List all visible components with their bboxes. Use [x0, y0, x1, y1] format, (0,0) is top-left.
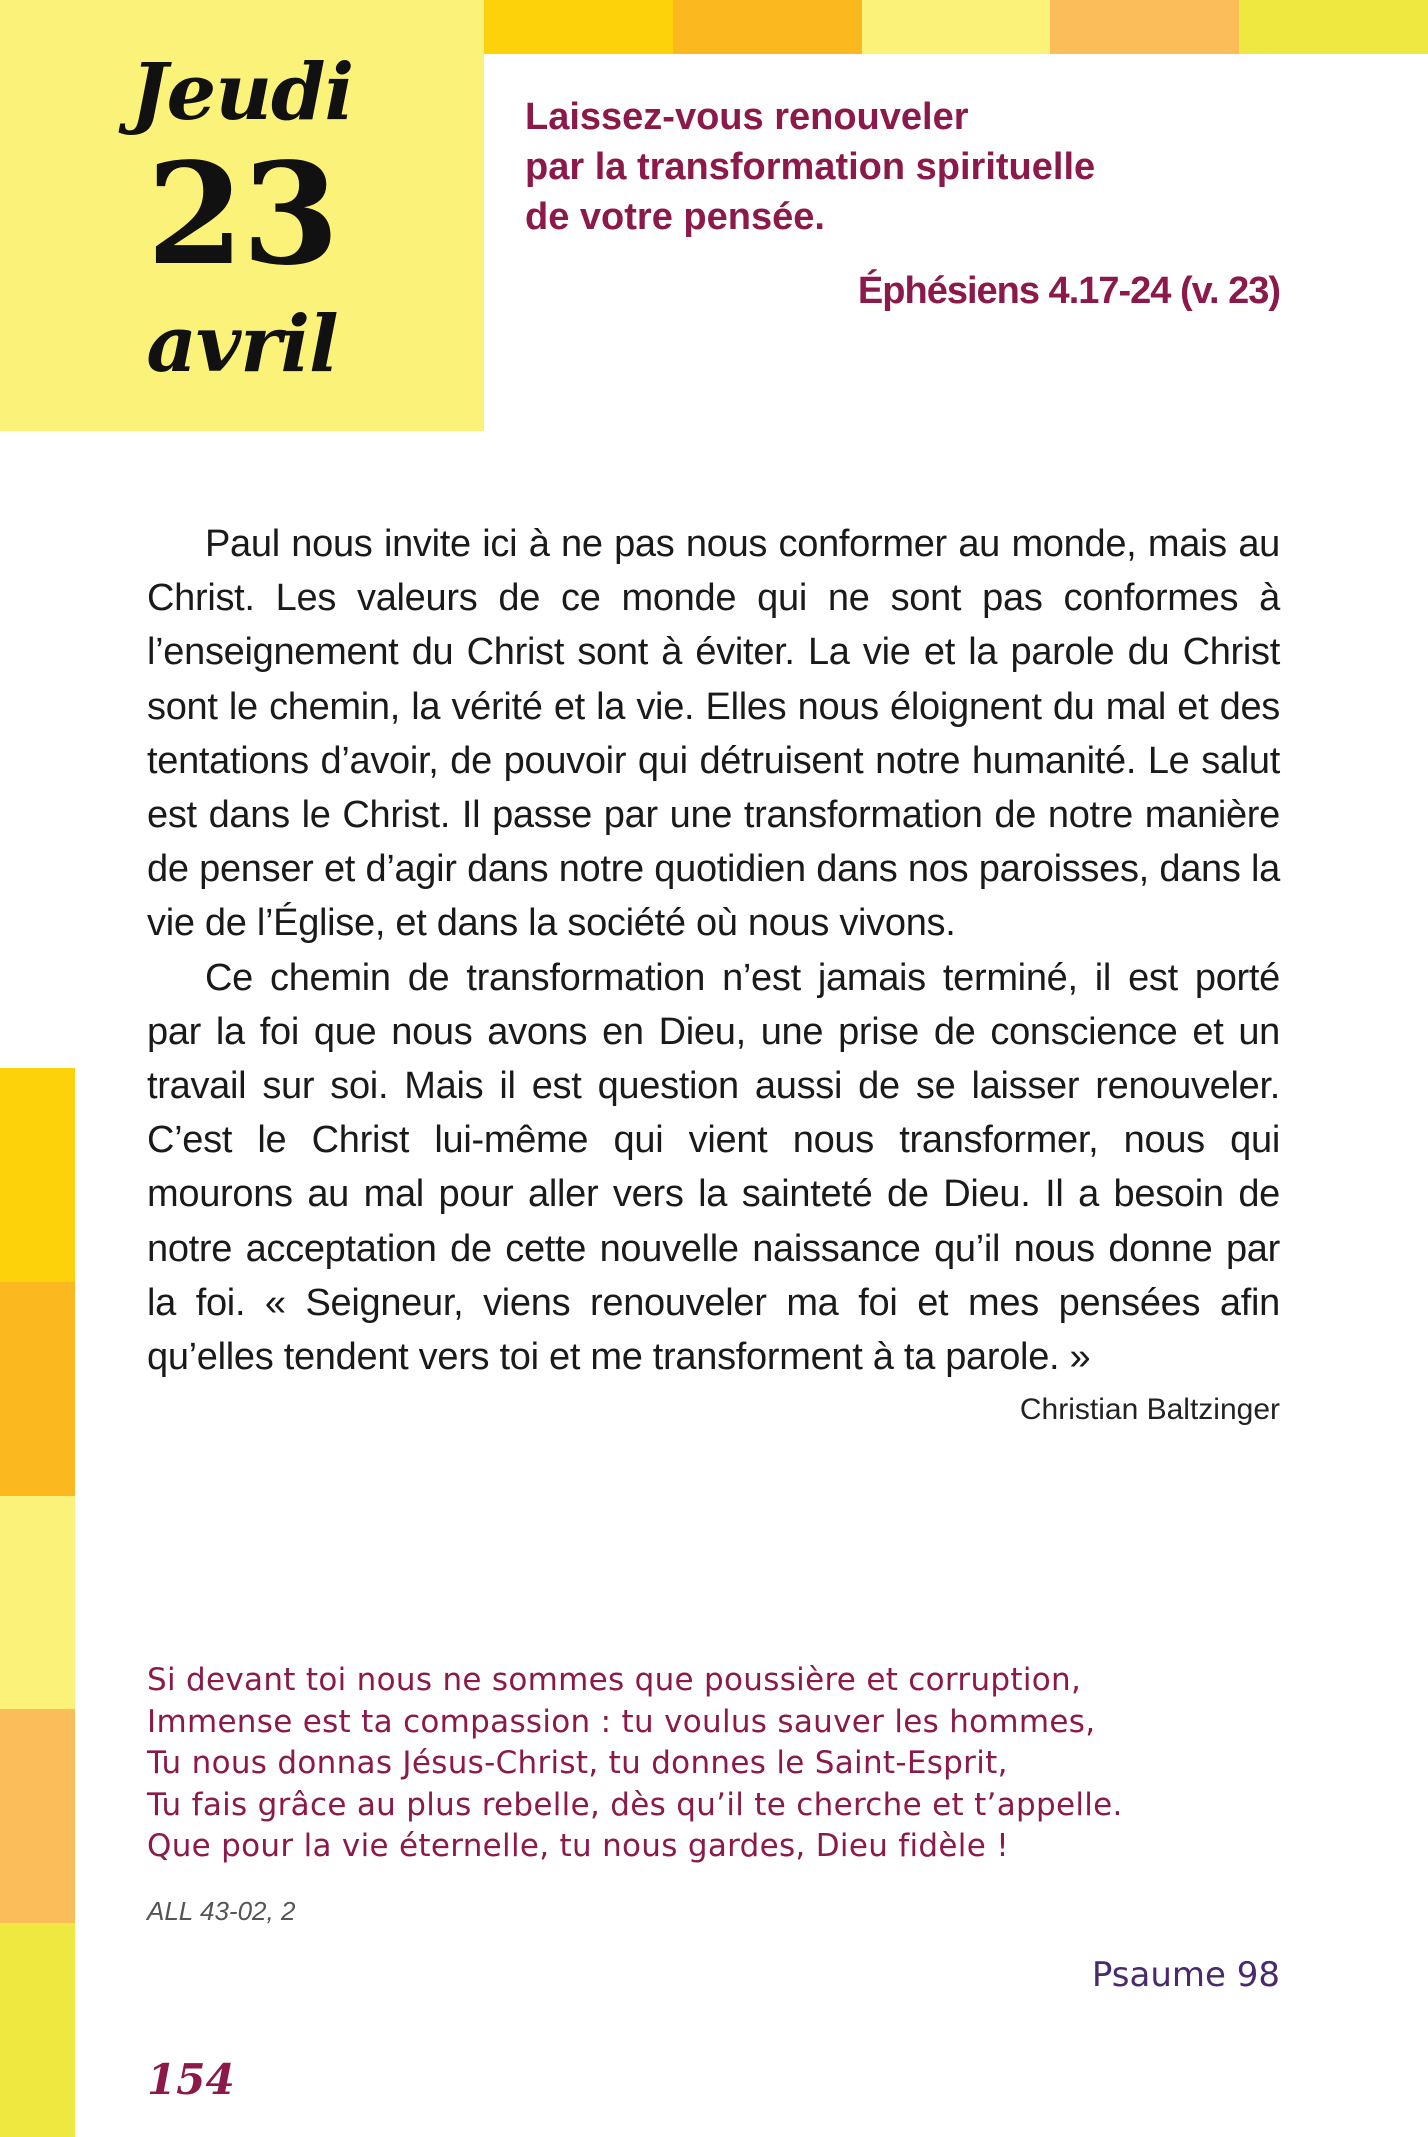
top-stripe-segment: [1239, 0, 1428, 54]
meditation-paragraph: Paul nous invite ici à ne pas nous conformer au monde, mais au Christ. Les valeurs de ce monde qui ne sont pas conformes à l’enseignement du Christ sont à éviter. La vie et la parole du Christ sont le chemin, la vérité et la vie. Elles nous éloignent du mal et des tentations d’avoir, de pouvoir qui détruisent notre humanité. Le salut est dans le Christ. Il passe par une transformation de notre manière de penser et d’agir dans notre quotidien dans nos paroisses, dans la vie de l’Église, et dans la société où nous vivons.: [147, 523, 1280, 945]
top-stripe-segment: [673, 0, 862, 54]
top-stripe-segment: [1050, 0, 1239, 54]
verse-quote: [525, 92, 1285, 242]
hymn-line: Si devant toi nous ne sommes que poussière et corruption,: [147, 1662, 1082, 1698]
date-weekday: Jeudi: [130, 47, 354, 138]
hymn-line: Tu fais grâce au plus rebelle, dès qu’il te cherche et t’appelle.: [147, 1786, 1123, 1823]
verse-line: Laissez-vous renouveler: [525, 96, 969, 138]
psalm-reference: Psaume 98: [1091, 1955, 1280, 1995]
verse-reference: Éphésiens 4.17-24 (v. 23): [857, 270, 1280, 312]
top-stripe-segment: [484, 0, 673, 54]
top-color-stripe: [484, 0, 1428, 54]
top-stripe-segment: [862, 0, 1051, 54]
left-stripe-segment: [0, 1709, 75, 1923]
hymn-line: Immense est ta compassion : tu voulus sauver les hommes,: [147, 1703, 1096, 1740]
hymn-line: Tu nous donnas Jésus-Christ, tu donnes le Saint-Esprit,: [147, 1745, 1008, 1781]
left-stripe-segment: [0, 1923, 75, 2137]
meditation-author: Christian Baltzinger: [1019, 1393, 1280, 1426]
left-stripe-segment: [0, 1068, 75, 1282]
page-number: 154: [147, 2055, 235, 2104]
left-color-stripe: [0, 1068, 75, 2137]
date-month: avril: [146, 299, 338, 390]
meditation-text: [147, 517, 1280, 1384]
left-stripe-segment: [0, 1282, 75, 1496]
hymn-line: Que pour la vie éternelle, tu nous gardes, Dieu fidèle !: [147, 1828, 1009, 1864]
verse-line: par la transformation spirituelle: [525, 146, 1096, 188]
meditation-paragraph: Ce chemin de transformation n’est jamais terminé, il est porté par la foi que nous avons en Dieu, une prise de conscience et un travail sur soi. Mais il est question aussi de se laisser renouveler. C’est le Christ lui-même qui vient nous transformer, nous qui mourons au mal pour aller vers la sainteté de Dieu. Il a besoin de notre acceptation de cette nouvelle naissance qu’il nous donne par la foi. « Seigneur, viens renouveler ma foi et mes pensées afin qu’elles tendent vers toi et me transforment à ta parole. »: [147, 956, 1280, 1379]
hymn-reference: ALL 43-02, 2: [147, 1896, 296, 1926]
hymn-stanza: [147, 1660, 1147, 1868]
date-box: [0, 0, 484, 431]
verse-line: de votre pensée.: [525, 196, 825, 238]
date-day-number: 23: [146, 133, 338, 297]
left-stripe-segment: [0, 1496, 75, 1710]
